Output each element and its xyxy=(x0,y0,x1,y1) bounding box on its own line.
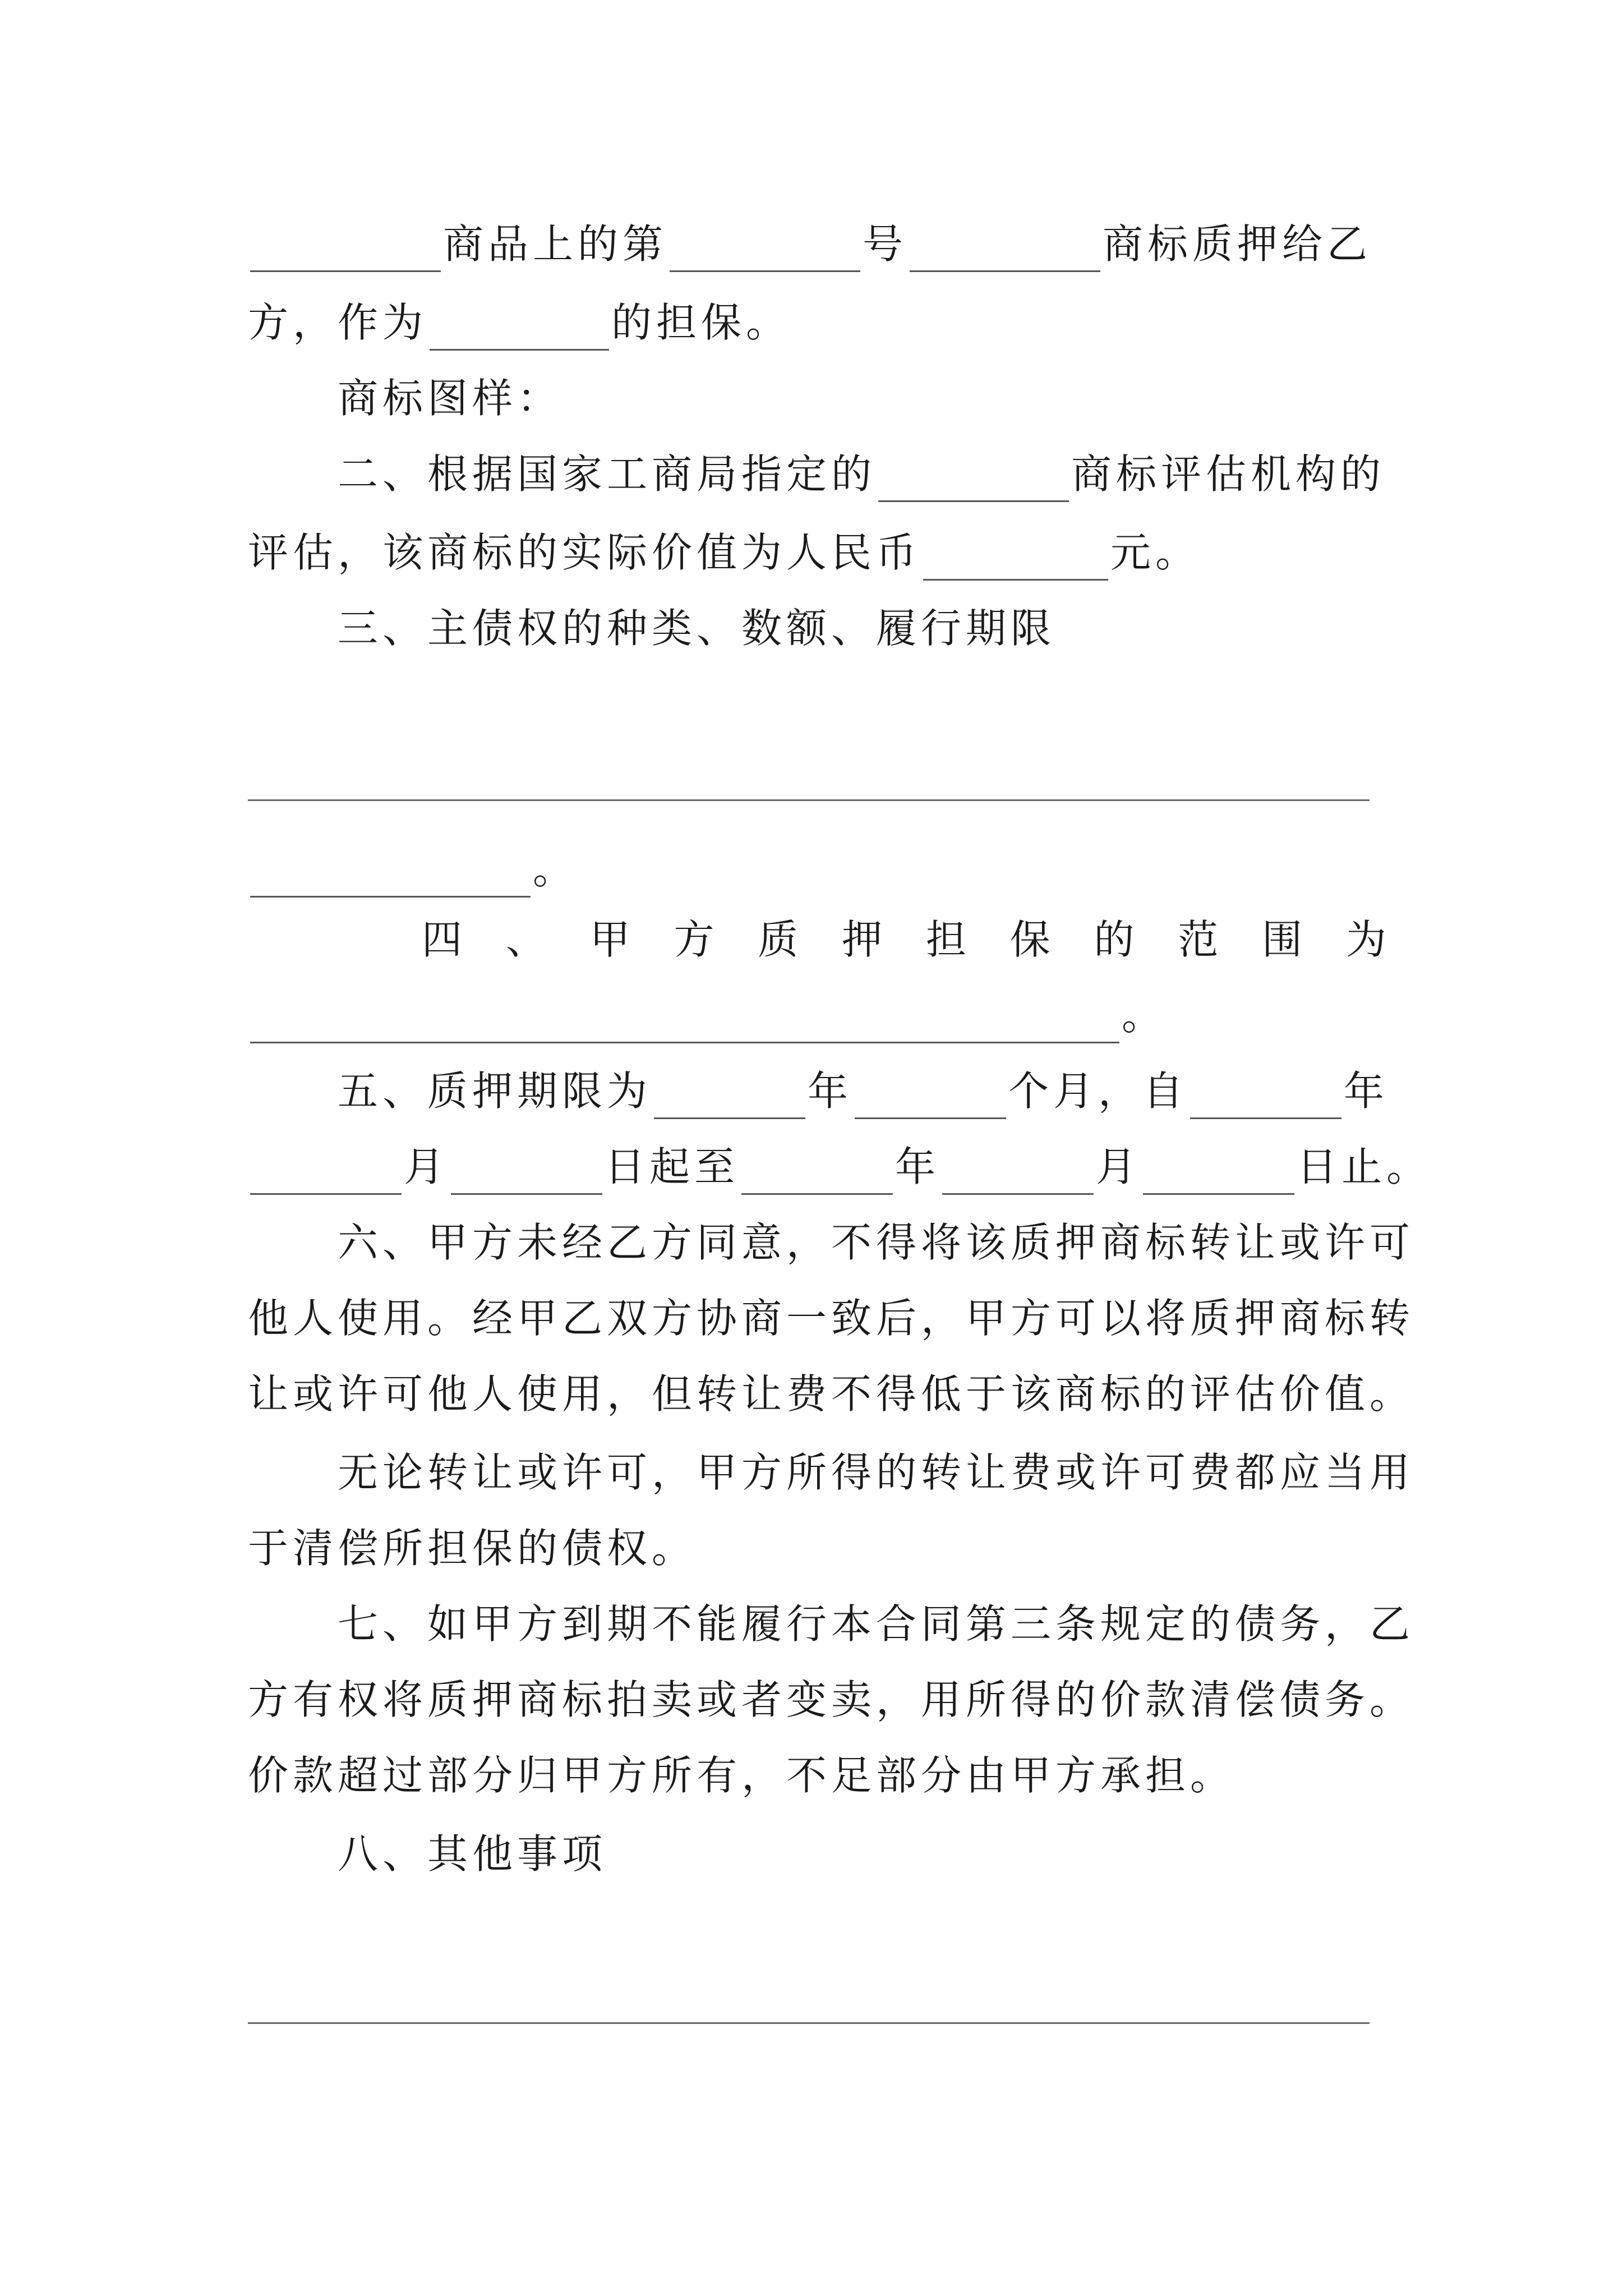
text: 二、根据国家工商局指定的 xyxy=(338,450,877,498)
text: 个月，自 xyxy=(1008,1068,1188,1115)
clause-2-line-1 xyxy=(338,446,1386,502)
text: 月 xyxy=(404,1143,449,1190)
clause-3-heading: 三、主债权的种类、数额、履行期限 xyxy=(338,605,1056,652)
blank-rule-clause-3[interactable] xyxy=(248,799,1370,801)
clause-6-line-2: 他人使用。经甲乙双方协商一致后，甲方可以将质押商标转 xyxy=(248,1295,1415,1342)
text: 商标评估机构的 xyxy=(1071,450,1386,498)
text: 五、质押期限为 xyxy=(338,1068,652,1115)
char: 范 xyxy=(1178,916,1219,963)
clause-4-line-2 xyxy=(248,987,1386,1043)
clause-4-line-1 xyxy=(422,912,1386,968)
clause-6-line-1: 六、甲方未经乙方同意，不得将该质押商标转让或许可 xyxy=(338,1219,1415,1266)
blank-field-start-day[interactable] xyxy=(451,1154,602,1195)
blank-field-scope[interactable] xyxy=(250,1002,1119,1043)
blank-field-trademark[interactable] xyxy=(910,231,1100,272)
blank-field-agency[interactable] xyxy=(878,461,1069,502)
blank-field-years[interactable] xyxy=(654,1078,805,1119)
text: 号 xyxy=(863,220,908,268)
blank-field-start-year[interactable] xyxy=(1190,1078,1341,1119)
clause-7-line-2: 方有权将质押商标拍卖或者变卖，用所得的价款清偿债务。 xyxy=(248,1676,1415,1723)
text: 日起至 xyxy=(605,1143,740,1190)
char: 担 xyxy=(925,916,966,963)
char: 的 xyxy=(1094,916,1135,963)
text: 年 xyxy=(895,1143,940,1190)
blank-field-claim[interactable] xyxy=(250,857,531,898)
clause-3-line-2 xyxy=(248,841,1386,898)
blank-rule-clause-8[interactable] xyxy=(248,2022,1370,2024)
text: 的担保。 xyxy=(611,299,791,346)
clause-6-line-4: 无论转让或许可，甲方所得的转让费或许可费都应当用 xyxy=(338,1449,1415,1496)
trademark-sample-label: 商标图样： xyxy=(338,375,562,422)
text: 年 xyxy=(808,1068,853,1115)
blank-field-months[interactable] xyxy=(855,1078,1006,1119)
clause-7-line-3: 价款超过部分归甲方所有，不足部分由甲方承担。 xyxy=(248,1752,1235,1799)
blank-field-guarantee[interactable] xyxy=(430,310,609,351)
text: 商标质押给乙 xyxy=(1103,220,1372,268)
text: 年 xyxy=(1344,1068,1389,1115)
text: 。 xyxy=(533,846,578,893)
text: 月 xyxy=(1096,1143,1141,1190)
blank-field-end-day[interactable] xyxy=(1143,1154,1294,1195)
char: 方 xyxy=(674,916,714,963)
text: 日止。 xyxy=(1297,1143,1432,1190)
char: 围 xyxy=(1262,916,1303,963)
clause-7-line-1: 七、如甲方到期不能履行本合同第三条规定的债务，乙 xyxy=(338,1600,1415,1648)
char: 押 xyxy=(842,916,883,963)
blank-field-end-month[interactable] xyxy=(942,1154,1094,1195)
text: 。 xyxy=(1122,992,1167,1039)
char: 甲 xyxy=(589,916,630,963)
blank-field-end-year[interactable] xyxy=(741,1154,893,1195)
char: 四 xyxy=(422,916,463,963)
blank-field-start-month[interactable] xyxy=(250,1154,402,1195)
char: 、 xyxy=(505,916,546,963)
clause-1-line-1 xyxy=(248,216,1386,272)
clause-1-line-2 xyxy=(248,295,1386,351)
clause-5-line-2 xyxy=(248,1139,1432,1195)
blank-field-goods[interactable] xyxy=(250,231,441,272)
blank-field-number[interactable] xyxy=(670,231,860,272)
clause-2-line-2 xyxy=(248,524,1386,581)
text: 方，作为 xyxy=(248,299,428,346)
clause-5-line-1 xyxy=(338,1063,1389,1119)
text: 元。 xyxy=(1110,529,1201,576)
blank-field-value[interactable] xyxy=(923,540,1108,581)
char: 为 xyxy=(1345,916,1386,963)
clause-6-line-3: 让或许可他人使用，但转让费不得低于该商标的评估价值。 xyxy=(248,1370,1415,1418)
text: 评估，该商标的实际价值为人民币 xyxy=(248,529,921,576)
text: 商品上的第 xyxy=(443,220,668,268)
clause-6-line-5: 于清偿所担保的债权。 xyxy=(248,1525,697,1572)
char: 质 xyxy=(758,916,799,963)
clause-8-heading: 八、其他事项 xyxy=(338,1830,607,1878)
char: 保 xyxy=(1009,916,1050,963)
